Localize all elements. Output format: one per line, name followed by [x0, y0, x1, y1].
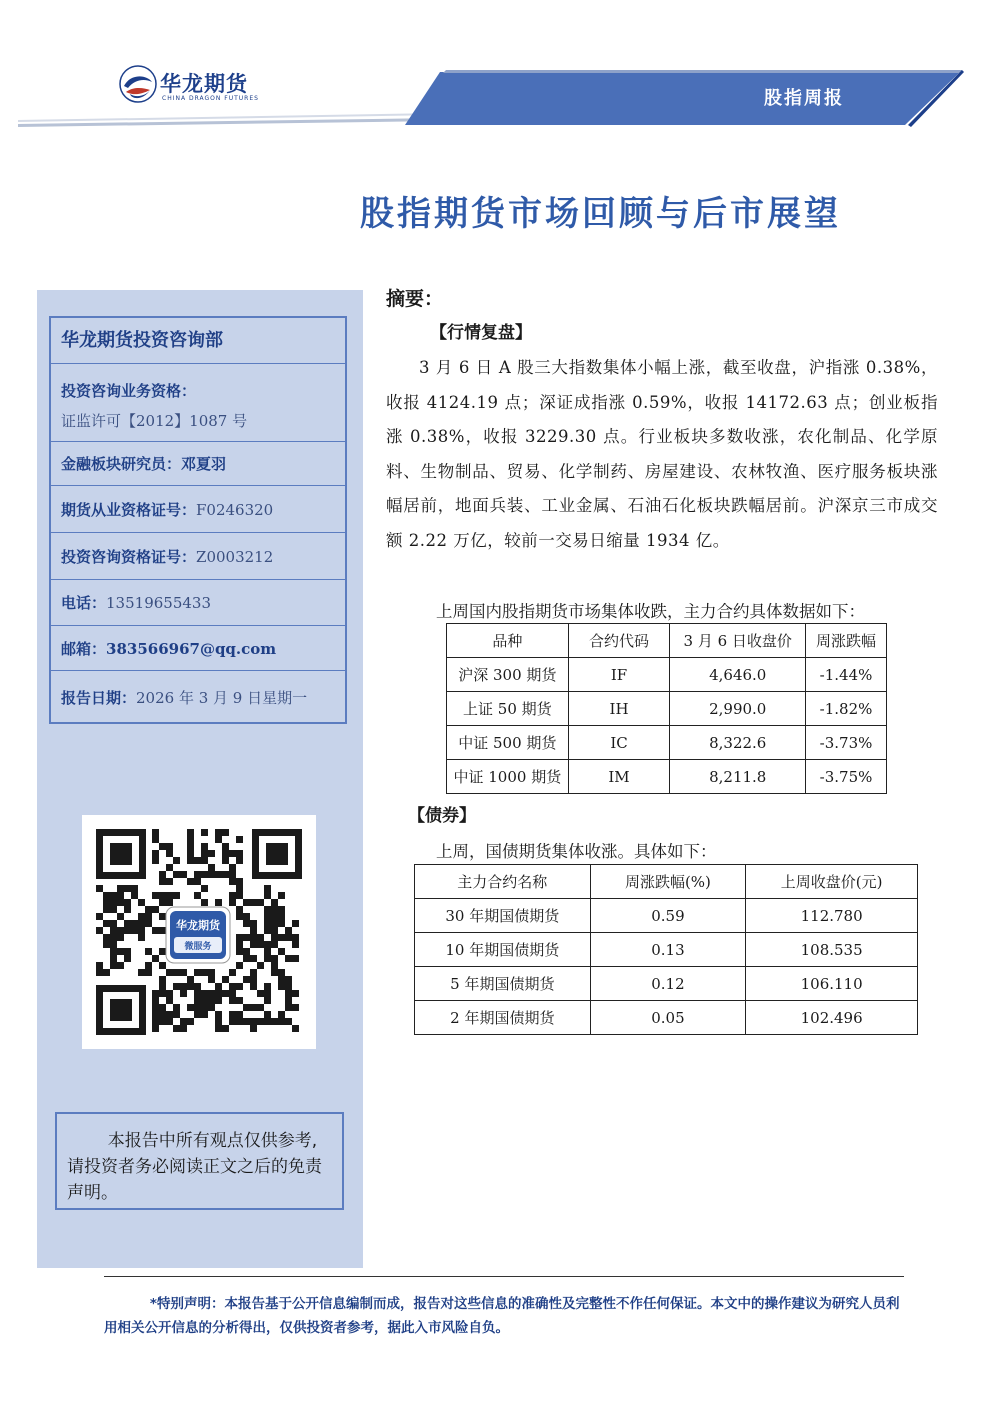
table-cell: 102.496	[746, 1001, 918, 1035]
table-cell: IH	[568, 692, 670, 726]
index-futures-table	[446, 623, 887, 794]
table-header-cell: 3 月 6 日收盘价	[670, 624, 806, 658]
futures-cert-row	[51, 486, 345, 533]
summary-heading: 摘要：	[386, 288, 444, 310]
department-name: 华龙期货投资咨询部	[61, 330, 223, 351]
email-row	[51, 626, 345, 671]
table-cell: 2,990.0	[670, 692, 806, 726]
consult-cert-label: 投资咨询资格证号：	[61, 548, 197, 566]
bond-table-intro: 上周，国债期货集体收涨。具体如下：	[436, 842, 717, 861]
qr-center-bottom-text: 微服务	[184, 942, 212, 952]
futures-cert-value: F0246320	[196, 501, 274, 519]
wechat-qr-code-icon	[82, 815, 316, 1049]
table-cell: 沪深 300 期货	[447, 658, 569, 692]
table-cell: 上证 50 期货	[447, 692, 569, 726]
report-date-value: 2026 年 3 月 9 日星期一	[136, 689, 308, 707]
table-row	[447, 760, 887, 794]
table-row	[447, 726, 887, 760]
phone-row	[51, 580, 345, 626]
page-title: 股指期货市场回顾与后市展望	[360, 194, 841, 234]
table-cell: 0.59	[590, 899, 746, 933]
table-cell: 0.12	[590, 967, 746, 1001]
table-cell: 106.110	[746, 967, 918, 1001]
report-header	[0, 0, 992, 140]
table-cell: 108.535	[746, 933, 918, 967]
email-value[interactable]: 383566967@qq.com	[106, 640, 277, 658]
bond-heading: 【债券】	[408, 806, 476, 826]
phone-value: 13519655433	[106, 594, 211, 612]
table-row	[415, 933, 918, 967]
table-header-cell: 周涨跌幅	[806, 624, 887, 658]
qualification-row	[51, 364, 345, 442]
table-cell: -3.75%	[806, 760, 887, 794]
special-statement: *特别声明：本报告基于公开信息编制而成，报告对这些信息的准确性及完整性不作任何保证。本文中的操作建议为研究人员利用相关公开信息的分析得出，仅供投资者参考，据此入市风险自负。	[104, 1296, 900, 1336]
table-header-cell: 主力合约名称	[415, 865, 591, 899]
table-cell: 2 年期国债期货	[415, 1001, 591, 1035]
logo-subtitle: CHINA DRAGON FUTURES	[162, 95, 259, 102]
disclaimer-text: 本报告中所有观点仅供参考,请投资者务必阅读正文之后的免责声明。	[67, 1131, 322, 1203]
footer-divider	[104, 1276, 904, 1277]
table-row	[447, 692, 887, 726]
report-date-row	[51, 671, 345, 724]
futures-cert-label: 期货从业资格证号：	[61, 501, 197, 519]
table-cell: 4,646.0	[670, 658, 806, 692]
futures-table-intro: 上周国内股指期货市场集体收跌，主力合约具体数据如下：	[436, 602, 865, 621]
table-cell: IF	[568, 658, 670, 692]
table-row	[447, 658, 887, 692]
phone-label: 电话：	[61, 594, 107, 612]
table-header-row	[415, 865, 918, 899]
table-cell: 中证 1000 期货	[447, 760, 569, 794]
table-row	[415, 899, 918, 933]
table-row	[415, 1001, 918, 1035]
email-label: 邮箱：	[61, 640, 107, 658]
department-row	[51, 318, 345, 364]
market-review-heading: 【行情复盘】	[430, 323, 532, 343]
bond-futures-table	[414, 864, 918, 1035]
table-cell: -1.82%	[806, 692, 887, 726]
qualification-value: 证监许可【2012】1087 号	[61, 412, 248, 430]
logo-name: 华龙期货	[160, 72, 248, 96]
dragon-logo-icon	[118, 64, 158, 104]
table-cell: 8,322.6	[670, 726, 806, 760]
table-header-cell: 周涨跌幅(%)	[590, 865, 746, 899]
table-cell: 30 年期国债期货	[415, 899, 591, 933]
table-cell: 8,211.8	[670, 760, 806, 794]
table-cell: IC	[568, 726, 670, 760]
table-cell: 10 年期国债期货	[415, 933, 591, 967]
table-header-cell: 品种	[447, 624, 569, 658]
report-type-label: 股指周报	[764, 88, 844, 109]
table-header-cell: 上周收盘价(元)	[746, 865, 918, 899]
consult-cert-row	[51, 533, 345, 580]
table-cell: 112.780	[746, 899, 918, 933]
table-cell: 中证 500 期货	[447, 726, 569, 760]
qr-center-top-text: 华龙期货	[176, 919, 220, 932]
table-header-row	[447, 624, 887, 658]
report-date-label: 报告日期：	[61, 689, 137, 707]
consult-cert-value: Z0003212	[196, 548, 274, 566]
table-header-cell: 合约代码	[568, 624, 670, 658]
table-cell: 0.13	[590, 933, 746, 967]
researcher-label: 金融板块研究员：	[61, 455, 182, 473]
table-cell: IM	[568, 760, 670, 794]
table-row	[415, 967, 918, 1001]
table-cell: -1.44%	[806, 658, 887, 692]
researcher-row	[51, 442, 345, 486]
researcher-name: 邓夏羽	[181, 455, 227, 473]
disclaimer-notice	[55, 1112, 344, 1210]
sidebar-panel	[37, 290, 363, 1268]
analyst-info-box	[49, 316, 347, 724]
table-cell: 0.05	[590, 1001, 746, 1035]
table-cell: 5 年期国债期货	[415, 967, 591, 1001]
table-cell: -3.73%	[806, 726, 887, 760]
qualification-label: 投资咨询业务资格：	[61, 382, 197, 400]
market-review-paragraph: 3 月 6 日 A 股三大指数集体小幅上涨，截至收盘，沪指涨 0.38%，收报 4124.19 点；深证成指涨 0.59%，收报 14172.63 点；创业板指涨 0.38%，收报 3229.30 点。行业板块多数收涨，农化制品、化学原料、生物制品、贸易、化学制药、房屋建设、农林牧渔、医疗服务板块涨幅居前，地面兵装、工业金属、石油石化板块跌幅居前。沪深京三市成交额 2.22 万亿，较前一交易日缩量 1934 亿。	[386, 358, 938, 550]
